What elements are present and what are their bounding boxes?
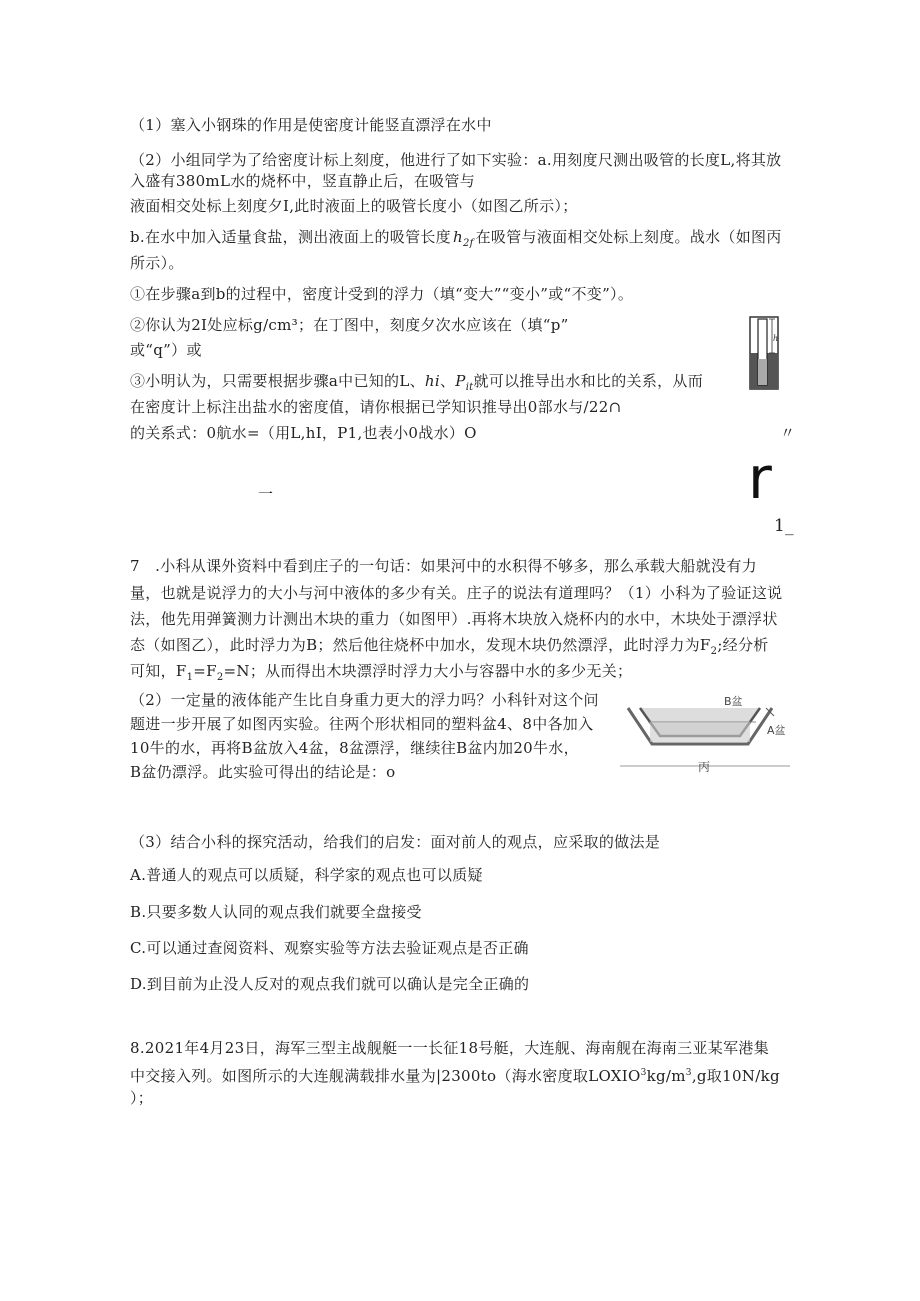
stray-mark: 〃 [780, 424, 796, 442]
option-a: A.普通人的观点可以质疑，科学家的观点也可以质疑 [130, 866, 483, 884]
text-line: ②你认为2I处应标g/cm³；在丁图中，刻度夕次水应该在（填“p” [130, 316, 569, 334]
text-line: 入盛有380mL水的烧杯中，竖直静止后，在吸管与 [130, 172, 476, 190]
basin-experiment-figure [620, 688, 790, 776]
text-line: 题进一步开展了如图丙实验。往两个形状相同的塑料盆4、8中各加入 [130, 715, 594, 733]
text-line: ）； [130, 1089, 154, 1107]
stray-letter: r [748, 444, 772, 512]
text-line: （1）塞入小钢珠的作用是使密度计能竖直漂浮在水中 [130, 116, 492, 134]
option-b: B.只要多数人认同的观点我们就要全盘接受 [130, 903, 422, 921]
tube-height-label: h [773, 334, 779, 343]
text-line: ①在步骤a到b的过程中，密度计受到的浮力（填“变大”“变小”或“不变”）。 [130, 285, 634, 303]
stray-mark: 1_ [774, 516, 794, 536]
text-line: 可知，$F_1=F_2=N$；从而得出木块漂浮时浮力大小与容器中水的多少无关； [130, 662, 633, 683]
text-line: 在密度计上标注出盐水的密度值，请你根据已学知识推导出0部水与/22∩ [130, 398, 622, 416]
text-line: 的关系式：0航水=（用L,hI，P1,也表小0战水）O [130, 424, 477, 442]
text-line: （2）小组同学为了给密度计标上刻度，他进行了如下实验：a.用刻度尺测出吸管的长度L,将其放 [130, 151, 782, 169]
text-line: 所示）。 [130, 254, 184, 272]
figure-caption: 丙 [698, 760, 711, 774]
label-a-basin: A盆 [767, 724, 786, 737]
text-line: 8.2021年4月23日，海军三型主战舰艇一一长征18号艇，大连舰、海南舰在海南三亚某军港集 [130, 1039, 770, 1057]
text-line: 中交接入列。如图所示的大连舰满载排水量为|2300to（海水密度取$LOXIO^3kg/m^3,g$取10N/kg [130, 1067, 780, 1085]
text-line: 7 .小科从课外资料中看到庄子的一句话：如果河中的水积得不够多，那么承载大船就没有力 [130, 557, 757, 575]
text-line: ③小明认为，只需要根据步骤a中已知的L、hi、$P_{it}$就可以推导出水和比的关系，从而 [130, 372, 704, 393]
text-line: 液面相交处标上刻度夕I,此时液面上的吸管长度小（如图乙所示）； [130, 197, 578, 215]
option-d: D.到目前为止没人反对的观点我们就可以确认是完全正确的 [130, 975, 530, 993]
math-pit: $P_{it}$ [455, 372, 474, 393]
test-tube-figure [748, 313, 784, 393]
text-line: 10牛的水，再将B盆放入4盆，8盆漂浮，继续往B盆内加20牛水， [130, 739, 579, 757]
text-line: 态（如图乙），此时浮力为B；然后他往烧杯中加水，发现木块仍然漂浮，此时浮力为$F_2$;经分析 [130, 636, 769, 657]
math-hi: hi [424, 372, 440, 390]
text-line: b.在水中加入适量食盐，测出液面上的吸管长度 $h_{2f}$ 在吸管与液面相交处标上刻度。战水（如图丙 [130, 228, 782, 249]
text-line: 量，也就是说浮力的大小与河中液体的多少有关。庄子的说法有道理吗？（1）小科为了验证这说 [130, 584, 783, 602]
math-h2: $h_{2f}$ [452, 228, 474, 249]
label-b-basin: B盆 [724, 695, 743, 708]
stray-mark: 一 [258, 485, 274, 503]
text-line: （2）一定量的液体能产生比自身重力更大的浮力吗？小科针对这个问 [130, 691, 599, 709]
text-line: 或“q”）或 [130, 341, 202, 359]
text-line: B盆仍漂浮。此实验可得出的结论是：o [130, 763, 396, 781]
text-line: 法，他先用弹簧测力计测出木块的重力（如图甲）.再将木块放入烧杯内的水中，木块处于漂浮状 [130, 610, 778, 628]
option-c: C.可以通过查阅资料、观察实验等方法去验证观点是否正确 [130, 939, 529, 957]
text-line: （3）结合小科的探究活动，给我们的启发：面对前人的观点，应采取的做法是 [130, 833, 661, 851]
